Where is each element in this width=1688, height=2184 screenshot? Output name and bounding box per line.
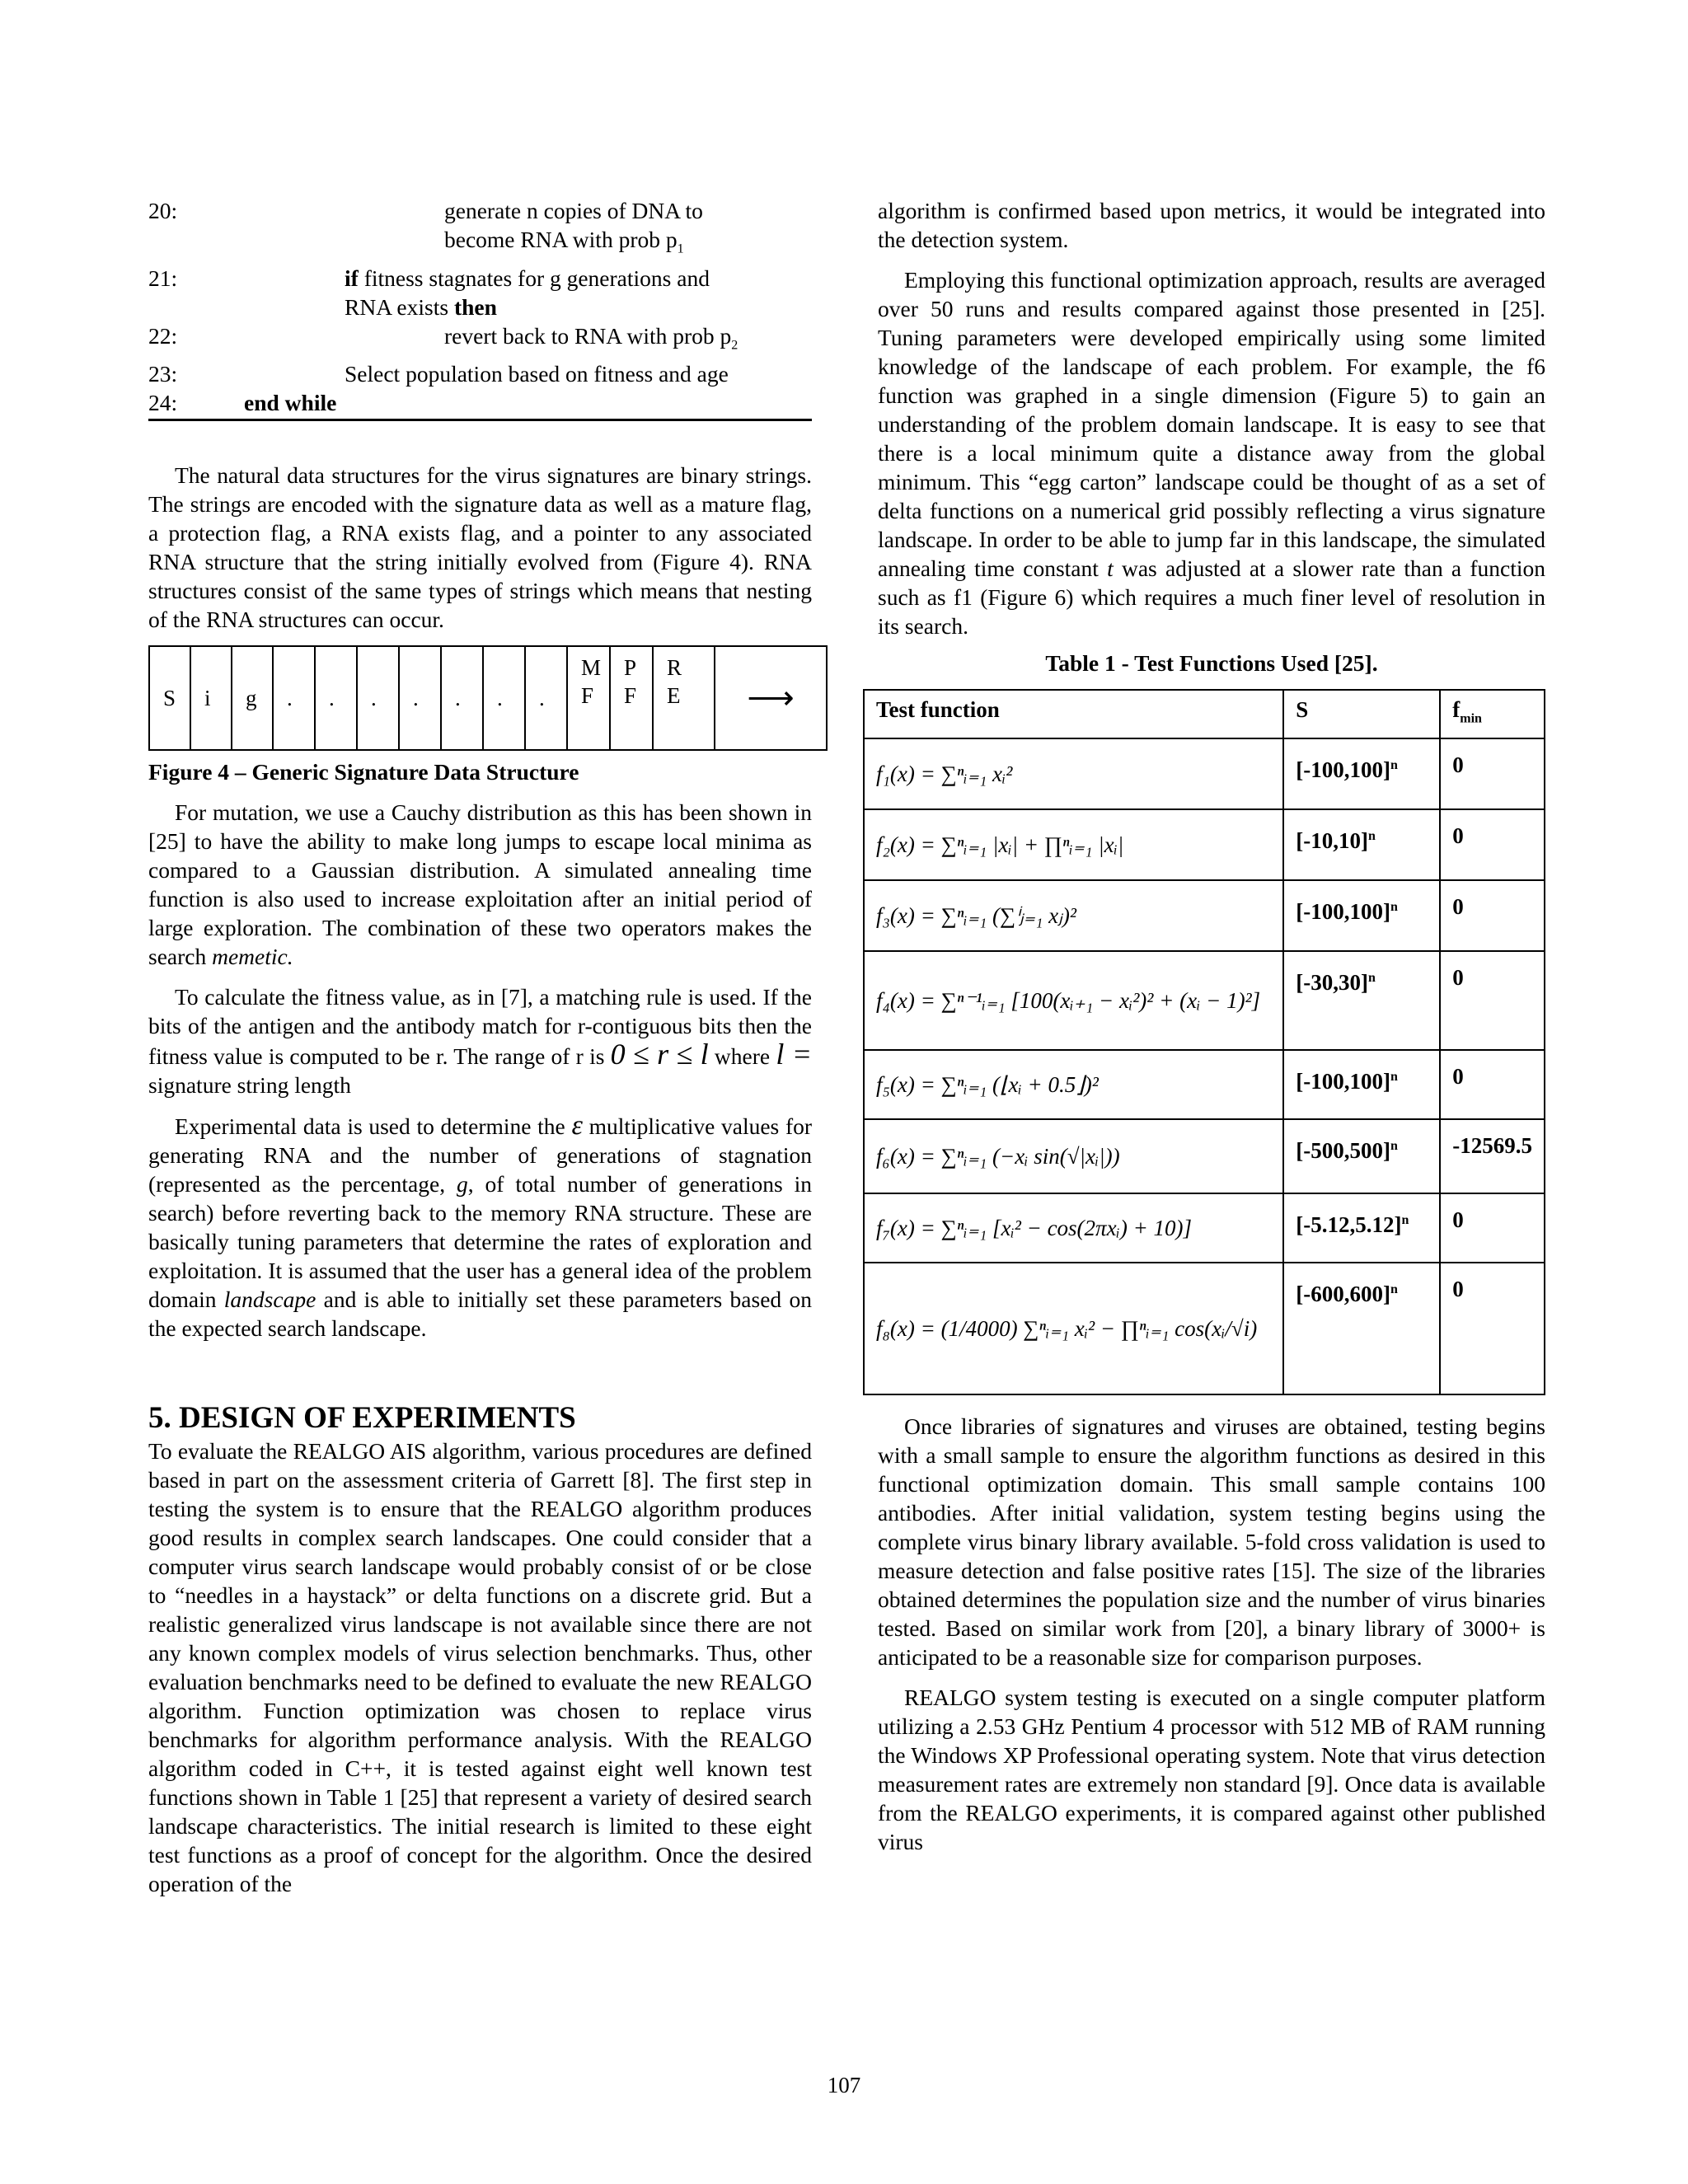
paragraph-libraries: Once libraries of signatures and viruses are obtained, testing begins with a small sample to ensure the algorithm functions as desired in this functional optimization domain. This small sample contains 100 antibodies. After initial validation, system testing begins using the complete virus binary library available. 5-fold cross validation is used to measure detection and false positive rates [15]. The size of the libraries obtained determines the population size and the number of virus binaries tested. Based on similar work from [20], a binary library of 3000+ is anticipated to be a reasonable size for comparison purposes. [878,1413,1545,1671]
table-row: f₁(x) = ∑ⁿᵢ₌₁ xᵢ² $[-100,100]^n$ 0 [864,738,1545,809]
paragraph-experimental-data: Experimental data is used to determine the ε multiplicative values for generating RNA and the number of generations of stagnation (represented as the percentage, g, of total number of generations in search) before reverting back to the memory RNA structure. These are basically tuning parameters that determine the rates of exploration and exploitation. It is assumed that the user has a general idea of the problem domain landscape and is able to initially set these parameters based on the expected search landscape. [148,1110,813,1341]
rna-exists-flag-cell: R E [654,647,715,749]
signature-data-structure-figure [148,645,828,751]
sig-cell: . [400,647,442,749]
table-row: f₅(x) = ∑ⁿᵢ₌₁ (⌊xᵢ + 0.5⌋)² $[-100,100]^n$ 0 [864,1050,1545,1119]
left-column [148,196,812,1898]
sig-cell: S [150,647,191,749]
table-header-row [864,690,1545,738]
header-s: S [1283,690,1440,738]
function-f1: f₁(x) = ∑ⁿᵢ₌₁ xᵢ² [864,738,1283,809]
table-row: f₈(x) = (1/4000) ∑ⁿᵢ₌₁ xᵢ² − ∏ⁿᵢ₌₁ cos(xᵢ/√i) $[-600,600]^n$ 0 [864,1263,1545,1394]
paragraph-data-structures: The natural data structures for the virus signatures are binary strings. The strings are encoded with the signature data as well as a mature flag, a protection flag, a RNA exists flag, and a pointer to any associated RNA structure that the string initially evolved from (Figure 4). RNA structures consist of the same types of strings which means that nesting of the RNA structures can occur. [148,462,812,632]
protection-flag-cell: P F [611,647,654,749]
algo-line-23: 23: Select population based on fitness and age [148,361,729,387]
paragraph-system-testing: REALGO system testing is executed on a single computer platform utilizing a 2.53 GHz Pentium 4 processor with 512 MB of RAM running the Windows XP Professional operating system. Note that virus detection measurement rates are extremely non standard [9]. Once data is available from the REALGO experiments, it is compared against other published virus [878,1685,1545,1855]
table-row: f₇(x) = ∑ⁿᵢ₌₁ [xᵢ² − cos(2πxᵢ) + 10)] $[-5.12,5.12]^n$ 0 [864,1193,1545,1263]
sig-cell: . [484,647,526,749]
function-f4: f₄(x) = ∑ⁿ⁻¹ᵢ₌₁ [100(xᵢ₊₁ − xᵢ²)² + (xᵢ − 1)²] [864,951,1283,1050]
algo-line-22: 22: revert back to RNA with prob $p_2$ [148,322,738,352]
paragraph-mutation: For mutation, we use a Cauchy distribution as this has been shown in [25] to have the ability to make long jumps to escape local minima as compared to a Gaussian distribution. A simulated annealing time function is also used to increase exploitation after an initial period of large exploration. The combination of these two operators makes the search memetic. [148,799,812,969]
paragraph-design-experiments: To evaluate the REALGO AIS algorithm, various procedures are defined based in part on the assessment criteria of Garrett [8]. The first step in testing the system is to ensure that the REALGO algorithm produces good results in complex search landscapes. One could consider that a computer virus search landscape would probably consist of or be close to “needles in a haystack” or delta functions on a discrete grid. But a realistic generalized virus landscape is not available since there are not any known complex models of virus selection benchmarks. Thus, other evaluation benchmarks need to be defined to evaluate the new REALGO algorithm. Function optimization was chosen to replace virus benchmarks for algorithm performance analysis. With the REALGO algorithm coded in C++, it is tested against eight well known test functions shown in Table 1 [25] that represent a variety of desired search landscape characteristics. The initial research is limited to these eight test functions as a proof of concept for the algorithm. Once the desired operation of the [148,1438,812,1896]
function-f2: f₂(x) = ∑ⁿᵢ₌₁ |xᵢ| + ∏ⁿᵢ₌₁ |xᵢ| [864,809,1283,880]
algorithm-listing [148,196,812,421]
table-row: f₆(x) = ∑ⁿᵢ₌₁ (−xᵢ sin(√|xᵢ|)) $[-500,500]^n$ -12569.5 [864,1119,1545,1193]
figure-4-caption: Figure 4 – Generic Signature Data Structure [148,759,579,785]
sig-cell: g [232,647,274,749]
sig-cell: . [274,647,316,749]
sig-cell: . [316,647,358,749]
function-f5: f₅(x) = ∑ⁿᵢ₌₁ (⌊xᵢ + 0.5⌋)² [864,1050,1283,1119]
mature-flag-cell: M F [568,647,611,749]
algo-line-24: 24: end while [148,390,337,415]
header-fmin: $f_{min}$ [1440,690,1545,738]
paragraph-algorithm-confirmed: algorithm is confirmed based upon metrics, it would be integrated into the detection system. [878,198,1545,252]
algo-line-20: 20: generate n copies of DNA to become RNA with prob $p_1$ [148,198,703,256]
header-test-function: Test function [864,690,1283,738]
table-row: f₄(x) = ∑ⁿ⁻¹ᵢ₌₁ [100(xᵢ₊₁ − xᵢ²)² + (xᵢ − 1)²] $[-30,30]^n$ 0 [864,951,1545,1050]
pointer-arrow-icon: ⟶ [747,679,795,716]
sig-cell: . [526,647,568,749]
function-f8: f₈(x) = (1/4000) ∑ⁿᵢ₌₁ xᵢ² − ∏ⁿᵢ₌₁ cos(xᵢ/√i) [864,1263,1283,1394]
algo-line-21: 21: if fitness stagnates for g generations and RNA exists then [148,265,710,320]
sig-cell: i [191,647,232,749]
function-f3: f₃(x) = ∑ⁿᵢ₌₁ (∑ⁱⱼ₌₁ xⱼ)² [864,880,1283,951]
right-column [878,196,1545,1856]
function-f6: f₆(x) = ∑ⁿᵢ₌₁ (−xᵢ sin(√|xᵢ|)) [864,1119,1283,1193]
table-row: f₂(x) = ∑ⁿᵢ₌₁ |xᵢ| + ∏ⁿᵢ₌₁ |xᵢ| $[-10,10]^n$ 0 [864,809,1545,880]
table-1-caption: Table 1 - Test Functions Used [25]. [1045,650,1378,676]
section-heading-design-of-experiments: 5. DESIGN OF EXPERIMENTS [148,1401,576,1435]
function-f7: f₇(x) = ∑ⁿᵢ₌₁ [xᵢ² − cos(2πxᵢ) + 10)] [864,1193,1283,1263]
paragraph-functional-optimization: Employing this functional optimization approach, results are averaged over 50 runs and results compared against those presented in [25]. Tuning parameters were developed empirically using some limited knowledge of the landscape of each problem. For example, the f6 function was graphed in a single dimension (Figure 5) to gain an understanding of the problem domain landscape. It is easy to see that there is a local minimum quite a distance away from the global minimum. This “egg carton” landscape could be thought of as a set of delta functions on a numerical grid possibly reflecting a virus signature landscape. In order to be able to jump far in this landscape, the simulated annealing time constant t was adjusted at a slower rate than a function such as f1 (Figure 6) which requires a much finer level of resolution in its search. [878,267,1545,639]
table-row: f₃(x) = ∑ⁿᵢ₌₁ (∑ⁱⱼ₌₁ xⱼ)² $[-100,100]^n$ 0 [864,880,1545,951]
page-number: 107 [827,2073,861,2097]
test-functions-table [863,689,1545,1395]
paragraph-fitness: To calculate the fitness value, as in [7], a matching rule is used. If the bits of the antigen and the antibody match for r-contiguous bits then the fitness value is computed to be r. The range of r is 0 ≤ r ≤ l where l = signature string length [148,984,813,1098]
sig-cell: . [442,647,484,749]
sig-cell: . [358,647,400,749]
